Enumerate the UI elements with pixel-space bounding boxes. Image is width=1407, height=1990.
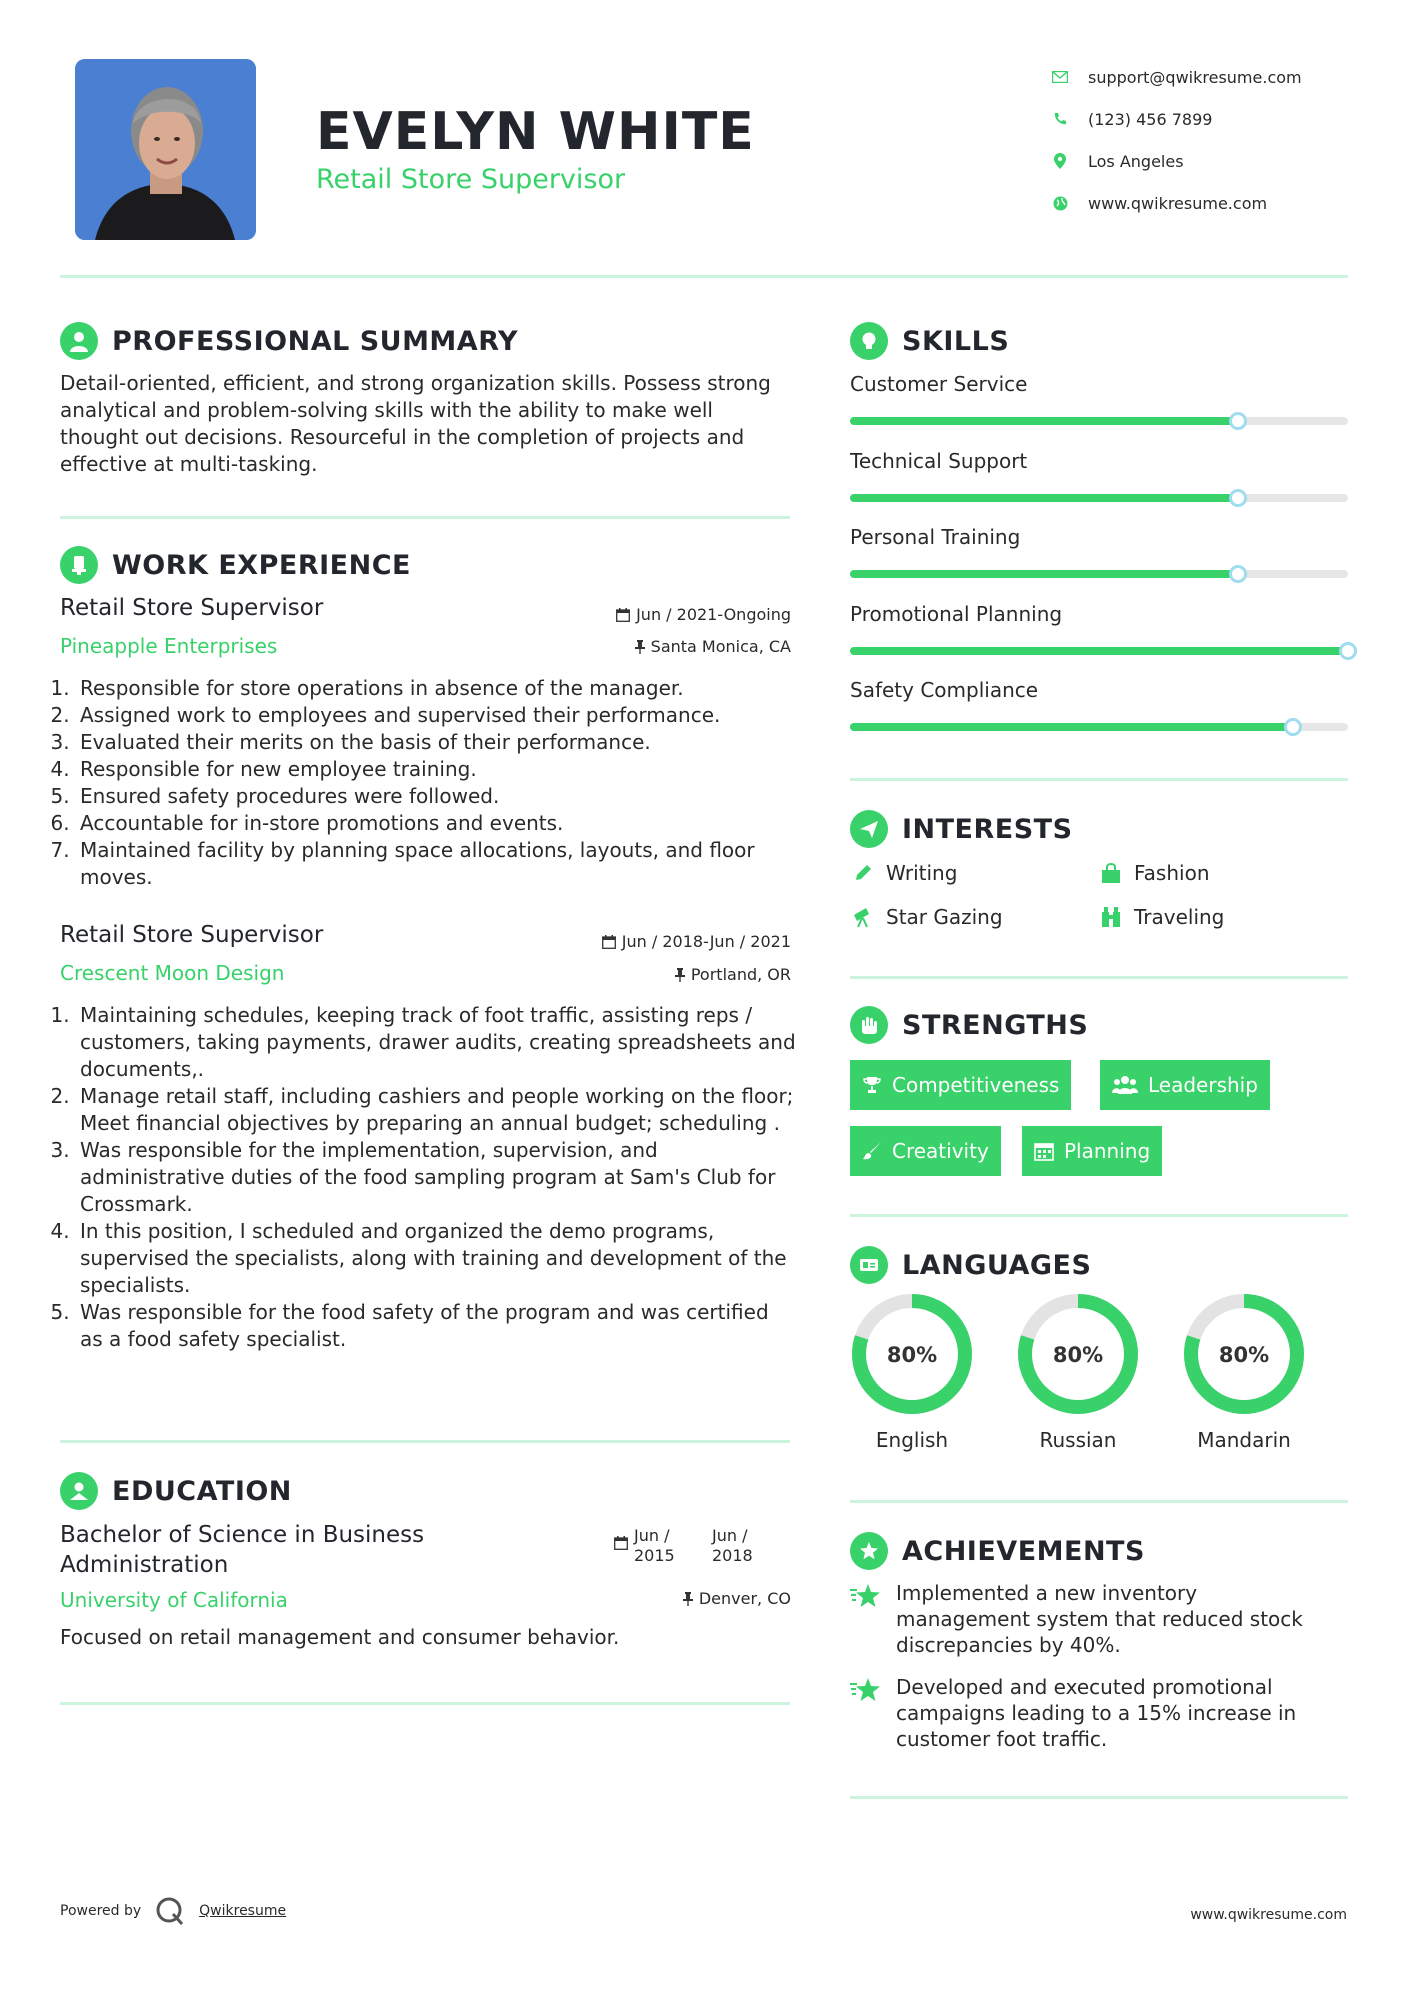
languages-title: LANGUAGES (902, 1249, 1092, 1281)
globe-icon (1050, 193, 1070, 213)
list-item: 2. Manage retail staff, including cashiers and people working on the floor; Meet financial objectives by preparing an annual budget; scheduling . (76, 1083, 796, 1137)
strengths-divider (850, 1214, 1348, 1217)
list-item: 3. Evaluated their merits on the basis of their performance. (76, 729, 796, 756)
list-item: 5. Was responsible for the food safety of the program and was certified as a food safety specialist. (76, 1299, 796, 1353)
strengths-heading (850, 1006, 1088, 1044)
contact-location (1050, 140, 1302, 182)
qwikresume-link[interactable]: Qwikresume (199, 1903, 287, 1919)
skill-bar-fill (850, 494, 1238, 502)
job-1-date (616, 605, 791, 624)
job-2-date-text: Jun / 2018-Jun / 2021 (621, 932, 791, 951)
trophy-icon (862, 1075, 882, 1095)
language-ring (1182, 1292, 1306, 1416)
strength-label: Planning (1064, 1139, 1151, 1163)
skill-bar-handle (1339, 642, 1357, 660)
contact-email-text: support@qwikresume.com (1088, 67, 1302, 87)
skill-bar-handle (1229, 412, 1247, 430)
skill-bar-handle (1229, 565, 1247, 583)
education-title: EDUCATION (112, 1475, 292, 1507)
strength-competitiveness (850, 1060, 1071, 1110)
list-item: 6. Accountable for in-store promotions and events. (76, 810, 796, 837)
summary-title: PROFESSIONAL SUMMARY (112, 325, 519, 357)
star-icon (850, 1674, 886, 1752)
summary-text: Detail-oriented, efficient, and strong organization skills. Possess strong analytical and problem-solving skills with the ability to make well thought out decisions. Resourceful in the completion of projects and effective at multi-tasking. (60, 371, 771, 476)
education-location (683, 1589, 791, 1608)
language-ring (1016, 1292, 1140, 1416)
header-divider (60, 275, 1348, 278)
powered-by-label: Powered by (60, 1903, 142, 1919)
skill-label: Promotional Planning (850, 601, 1063, 626)
education-divider (60, 1702, 790, 1705)
phone-icon (1050, 109, 1070, 129)
users-icon (1112, 1075, 1138, 1095)
paper-plane-icon (850, 810, 888, 848)
graduation-icon (60, 1472, 98, 1510)
education-dates (614, 1526, 760, 1566)
languages-heading (850, 1246, 1091, 1284)
list-item: 1. Maintaining schedules, keeping track of foot traffic, assisting reps / customers, taking payments, drawer audits, creating spreadsheets and documents,. (76, 1002, 796, 1083)
calendar-icon (602, 935, 616, 949)
education-degree: Bachelor of Science in Business Administration (60, 1522, 425, 1578)
education-text: Focused on retail management and consumer behavior. (60, 1625, 620, 1649)
language-name: Russian (1039, 1428, 1117, 1452)
skill-label: Personal Training (850, 525, 1021, 549)
mail-icon (1050, 67, 1070, 87)
education-school: University of California (60, 1588, 288, 1612)
calendar-icon (1034, 1141, 1054, 1161)
list-item: 4. In this position, I scheduled and organized the demo programs, supervised the specialists, along with training and development of the specialists. (76, 1218, 796, 1299)
list-item: 4. Responsible for new employee training. (76, 756, 796, 783)
languages-divider (850, 1500, 1348, 1503)
skill-bar-fill (850, 570, 1238, 578)
achievement-text: Implemented a new inventory management system that reduced stock discrepancies by 40%. (896, 1581, 1303, 1657)
skills-heading (850, 322, 1009, 360)
briefcase-icon (60, 546, 98, 584)
list-item: 2. Assigned work to employees and supervised their performance. (76, 702, 796, 729)
summary-heading (60, 322, 518, 360)
contact-phone-text: (123) 456 7899 (1088, 109, 1213, 129)
job-2-location (675, 965, 791, 984)
job-2-title: Retail Store Supervisor (60, 922, 324, 948)
id-card-icon (850, 1246, 888, 1284)
lightbulb-icon (850, 322, 888, 360)
job-1-date-text: Jun / 2021-Ongoing (636, 605, 791, 624)
skills-title: SKILLS (902, 325, 1010, 357)
footer-website[interactable]: www.qwikresume.com (1190, 1907, 1347, 1923)
summary-divider (60, 516, 790, 519)
interest-label: Star Gazing (886, 905, 1003, 929)
strength-label: Leadership (1148, 1073, 1258, 1097)
interests-title: INTERESTS (902, 813, 1073, 845)
list-item: 5. Ensured safety procedures were followed. (76, 783, 796, 810)
star-badge-icon (850, 1532, 888, 1570)
interests-heading (850, 810, 1073, 848)
list-item: 3. Was responsible for the implementation, supervision, and administrative duties of the food sampling program at Sam's Club for Crossmark. (76, 1137, 796, 1218)
skill-bar (850, 570, 1348, 578)
calendar-icon (616, 608, 630, 622)
language-percent: 80% (886, 1343, 938, 1367)
job-1-location-text: Santa Monica, CA (650, 637, 791, 656)
telescope-icon (850, 904, 876, 930)
skill-label: Customer Service (850, 372, 1028, 396)
education-location-text: Denver, CO (698, 1589, 791, 1608)
footer-powered-by (60, 1896, 286, 1926)
skills-divider (850, 778, 1348, 781)
skill-bar (850, 417, 1348, 425)
contact-email[interactable] (1050, 56, 1302, 98)
achievement-2 (850, 1674, 1336, 1752)
strength-creativity (850, 1126, 1001, 1176)
skill-label: Safety Compliance (850, 678, 1039, 702)
experience-heading (60, 546, 411, 584)
shopping-bag-icon (1098, 860, 1124, 886)
user-icon (60, 322, 98, 360)
profile-photo (75, 59, 256, 240)
skill-bar-fill (850, 417, 1238, 425)
skill-bar (850, 494, 1348, 502)
binoculars-icon (1098, 904, 1124, 930)
language-name: Mandarin (1197, 1428, 1291, 1452)
hand-icon (850, 1006, 888, 1044)
skill-label: Technical Support (850, 448, 1028, 473)
strength-planning (1022, 1126, 1162, 1176)
candidate-name: EVELYN WHITE (316, 102, 755, 162)
interests-divider (850, 976, 1348, 979)
job-2-duties (56, 1002, 796, 1353)
pin-icon (675, 968, 685, 982)
contact-phone[interactable] (1050, 98, 1302, 140)
strengths-title: STRENGTHS (902, 1009, 1089, 1041)
job-1-title: Retail Store Supervisor (60, 595, 324, 621)
language-percent: 80% (1218, 1343, 1270, 1367)
job-2-date (602, 932, 791, 951)
experience-title: WORK EXPERIENCE (112, 549, 411, 581)
education-heading (60, 1472, 292, 1510)
skill-bar-handle (1229, 489, 1247, 507)
interest-label: Fashion (1134, 861, 1210, 885)
job-1-duties (56, 675, 796, 891)
pencil-icon (850, 860, 876, 886)
contact-website-text: www.qwikresume.com (1088, 193, 1268, 213)
achievements-divider (850, 1796, 1348, 1799)
achievement-text: Developed and executed promotional campaigns leading to a 15% increase in customer foot traffic. (896, 1675, 1297, 1751)
contact-website[interactable] (1050, 182, 1302, 224)
interest-label: Writing (886, 861, 958, 885)
skill-bar-fill (850, 647, 1348, 655)
job-2-company: Crescent Moon Design (60, 961, 285, 985)
job-2-location-text: Portland, OR (690, 965, 791, 984)
language-2 (1182, 1292, 1306, 1452)
job-1-location (635, 637, 791, 656)
interest-traveling (1098, 904, 1224, 930)
education-date-start: Jun / 2015 (634, 1526, 675, 1565)
language-percent: 80% (1052, 1343, 1104, 1367)
portrait-image (75, 59, 256, 240)
pin-icon (683, 1592, 693, 1606)
interest-fashion (1098, 860, 1210, 886)
skill-bar-fill (850, 723, 1293, 731)
skill-bar (850, 723, 1348, 731)
brush-icon (862, 1141, 882, 1161)
achievements-title: ACHIEVEMENTS (902, 1535, 1145, 1567)
contact-block (1050, 56, 1302, 224)
list-item: 1. Responsible for store operations in absence of the manager. (76, 675, 796, 702)
contact-location-text: Los Angeles (1088, 151, 1184, 171)
star-icon (850, 1580, 886, 1658)
strength-label: Creativity (892, 1139, 989, 1163)
strength-label: Competitiveness (892, 1073, 1060, 1097)
calendar-icon (614, 1536, 628, 1550)
strength-leadership (1100, 1060, 1270, 1110)
interest-star-gazing (850, 904, 1003, 930)
experience-divider (60, 1440, 790, 1443)
qwikresume-logo-icon (155, 1896, 185, 1926)
achievements-heading (850, 1532, 1145, 1570)
list-item: 7. Maintained facility by planning space allocations, layouts, and floor moves. (76, 837, 796, 891)
language-0 (850, 1292, 974, 1452)
map-pin-icon (1050, 151, 1070, 171)
skill-bar-handle (1284, 718, 1302, 736)
skill-bar (850, 647, 1348, 655)
pin-icon (635, 640, 645, 654)
interest-label: Traveling (1134, 905, 1225, 929)
language-name: English (875, 1428, 949, 1452)
achievement-1 (850, 1580, 1336, 1658)
candidate-role: Retail Store Supervisor (316, 164, 626, 195)
language-1 (1016, 1292, 1140, 1452)
education-date-end: Jun / 2018 (712, 1526, 753, 1565)
interest-writing (850, 860, 957, 886)
job-1-company: Pineapple Enterprises (60, 634, 278, 658)
language-ring (850, 1292, 974, 1416)
